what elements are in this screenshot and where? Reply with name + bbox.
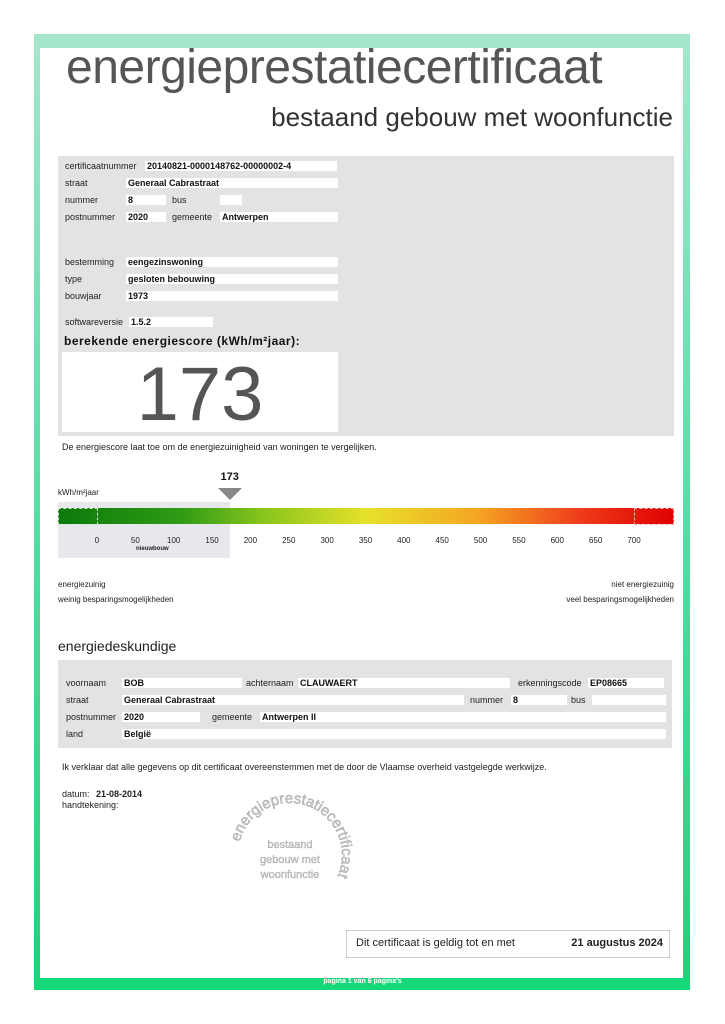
- scale-tick-600: 600: [550, 536, 564, 545]
- expert-bus-value: [592, 695, 666, 705]
- postnummer-label: postnummer: [65, 212, 116, 222]
- scale-right-dashed: [634, 508, 674, 525]
- type-value: gesloten bebouwing: [126, 274, 338, 284]
- achternaam-label: achternaam: [246, 678, 294, 688]
- validity-label: Dit certificaat is geldig tot en met: [356, 937, 515, 949]
- scale-tick-650: 650: [588, 536, 603, 545]
- scale-tick-50: 50: [130, 536, 140, 545]
- energy-scale-bar: [58, 508, 674, 524]
- gemeente-value: Antwerpen: [220, 212, 338, 222]
- softwareversie-value: 1.5.2: [129, 317, 213, 327]
- expert-postnummer-label: postnummer: [66, 712, 117, 722]
- scale-left-bottom: weinig besparingsmogelijkheden: [58, 595, 174, 604]
- energiescore-value: 173: [136, 352, 264, 437]
- nummer-value: 8: [126, 195, 166, 205]
- handtekening-label: handtekening:: [62, 800, 119, 810]
- expert-straat-value: Generaal Cabrastraat: [122, 695, 464, 705]
- scale-tick-200: 200: [243, 536, 258, 545]
- seal-line1: bestaand: [267, 839, 313, 851]
- land-label: land: [66, 729, 84, 739]
- page-subtitle: bestaand gebouw met woonfunctie: [271, 102, 673, 132]
- scale-left-top: energiezuinig: [58, 580, 106, 589]
- declaration-text: Ik verklaar dat alle gegevens op dit certificaat overeenstemmen met de door de Vlaamse overheid vastgelegde werkwijze.: [62, 762, 547, 772]
- expert-postnummer-value: 2020: [122, 712, 200, 722]
- bouwjaar-label: bouwjaar: [65, 291, 102, 301]
- energiescore-box: [62, 352, 338, 437]
- page-title: energieprestatiecertificaat: [66, 41, 603, 94]
- scale-tick-500: 500: [473, 536, 488, 545]
- softwareversie-label: softwareversie: [65, 317, 124, 327]
- datum-value: 21-08-2014: [96, 789, 143, 799]
- scale-tick-450: 450: [435, 536, 449, 545]
- scale-tick-300: 300: [320, 536, 334, 545]
- expert-nummer-value: 8: [511, 695, 567, 705]
- nieuwbouw-label: nieuwbouw: [136, 546, 169, 552]
- expert-gemeente-value: Antwerpen II: [260, 712, 666, 722]
- expert-bus-label: bus: [571, 695, 586, 705]
- bouwjaar-value: 1973: [126, 291, 338, 301]
- straat-label: straat: [65, 178, 88, 188]
- nummer-label: nummer: [65, 195, 99, 205]
- scale-right-bottom: veel besparingsmogelijkheden: [566, 595, 674, 604]
- energiescore-heading: berekende energiescore (kWh/m²jaar):: [64, 334, 301, 348]
- bus-value: [220, 195, 242, 205]
- datum-label: datum:: [62, 789, 90, 799]
- postnummer-value: 2020: [126, 212, 166, 222]
- voornaam-label: voornaam: [66, 678, 107, 688]
- certificaatnummer-value: 20140821-0000148762-00000002-4: [145, 161, 337, 171]
- page-footer: pagina 1 van 6 pagina's: [323, 978, 402, 985]
- scale-tick-250: 250: [282, 536, 296, 545]
- type-label: type: [65, 274, 83, 284]
- validity-box: [346, 930, 670, 958]
- scale-tick-100: 100: [167, 536, 181, 545]
- expert-straat-label: straat: [66, 695, 89, 705]
- bus-label: bus: [172, 195, 187, 205]
- seal-ring-text: energieprestatiecertificaat: [227, 790, 355, 882]
- energiescore-note: De energiescore laat toe om de energiezuinigheid van woningen te vergelijken.: [62, 442, 377, 452]
- bestemming-value: eengezinswoning: [126, 257, 338, 267]
- land-value: België: [122, 729, 666, 739]
- expert-nummer-label: nummer: [470, 695, 504, 705]
- scale-unit: kWh/m²jaar: [58, 488, 99, 497]
- scale-left-dashed: [58, 508, 98, 525]
- scale-right-top: niet energiezuinig: [611, 580, 674, 589]
- straat-value: Generaal Cabrastraat: [126, 178, 338, 188]
- bestemming-label: bestemming: [65, 257, 115, 267]
- scale-tick-350: 350: [358, 536, 373, 545]
- expert-gemeente-label: gemeente: [212, 712, 253, 722]
- scale-tick-550: 550: [512, 536, 526, 545]
- validity-date: 21 augustus 2024: [571, 937, 663, 949]
- scale-marker-icon: [218, 488, 242, 500]
- scale-tick-700: 700: [627, 536, 641, 545]
- scale-tick-400: 400: [397, 536, 411, 545]
- erkenningscode-label: erkenningscode: [518, 678, 582, 688]
- certificate-seal-icon: [225, 790, 355, 920]
- seal-line3: woonfunctie: [260, 869, 320, 881]
- gemeente-label: gemeente: [172, 212, 213, 222]
- scale-marker-value: 173: [220, 471, 239, 483]
- achternaam-value: CLAUWAERT: [298, 678, 510, 688]
- certificaatnummer-label: certificaatnummer: [65, 161, 137, 171]
- expert-heading: energiedeskundige: [58, 638, 177, 654]
- voornaam-value: BOB: [122, 678, 242, 688]
- scale-tick-150: 150: [205, 536, 219, 545]
- scale-tick-0: 0: [94, 536, 100, 545]
- seal-line2: gebouw met: [260, 854, 320, 866]
- erkenningscode-value: EP08665: [588, 678, 664, 688]
